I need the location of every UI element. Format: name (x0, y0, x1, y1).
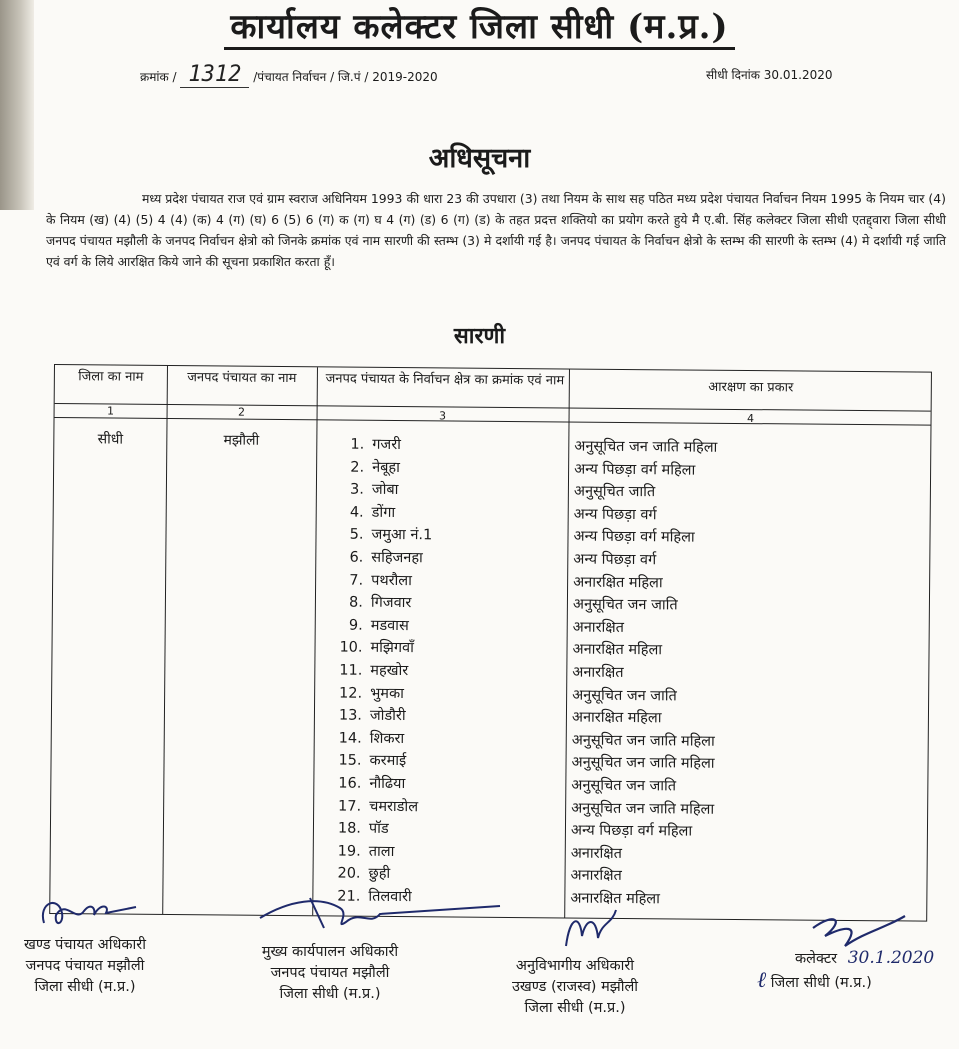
constituency-name: शिकरा (369, 730, 405, 747)
reservation-type: अन्य पिछड़ा वर्ग (573, 506, 657, 524)
reservation-type: अनारक्षित (572, 664, 624, 681)
reservation-type: अनुसूचित जन जाति महिला (571, 800, 715, 818)
signatory-district: जिला सीधी (म.प्र.) (524, 1000, 626, 1016)
header-reservation: आरक्षण का प्रकार (708, 379, 794, 396)
constituency-name: ताला (368, 843, 395, 860)
reservation-type: अनारक्षित महिला (570, 890, 660, 908)
constituency-name: जोडौरी (369, 707, 406, 725)
column-number: 3 (439, 409, 447, 423)
reference-prefix: क्रमांक / (140, 70, 177, 84)
district-name: सीधी (97, 431, 124, 448)
reservation-type: अनारक्षित महिला (573, 574, 663, 591)
handwritten-signature (805, 908, 915, 958)
constituency-number: 14. (338, 730, 362, 747)
signatory-office: उखण्ड (राजस्व) मझौली (511, 979, 639, 995)
constituency-name: मडवास (370, 617, 409, 634)
constituency-number: 18. (337, 820, 362, 837)
signature-block-ceo (230, 942, 430, 1005)
reservation-type: अनुसूचित जन जाति (572, 596, 678, 614)
header-constituency: जनपद पंचायत के निर्वाचन क्षेत्र का क्रमांक एवं नाम (325, 371, 565, 389)
constituency-name: भुमका (370, 685, 404, 702)
constituency-name: डोंगा (371, 504, 396, 521)
constituency-number: 21. (337, 888, 361, 905)
place-date: सीधी दिनांक 30.01.2020 (706, 68, 833, 82)
column-number: 4 (746, 412, 755, 426)
signatory-office: जनपद पंचायत मझौली (270, 965, 390, 981)
signatory-office: जनपद पंचायत मझौली (25, 958, 145, 974)
constituency-number: 6. (349, 549, 364, 566)
constituency-name: करमाई (369, 753, 407, 770)
signatory-district: जिला सीधी (म.प्र.) (279, 986, 381, 1002)
constituency-name: महखोर (370, 662, 409, 680)
column-number: 2 (238, 405, 246, 419)
constituency-number: 7. (349, 572, 364, 589)
reservation-type: अनुसूचित जन जाति (572, 687, 677, 705)
handwritten-signature (556, 906, 626, 954)
reservation-table (49, 364, 932, 922)
constituency-name: पथरौला (371, 572, 412, 589)
handwritten-date: 30.1.2020 (847, 948, 935, 968)
signature-block-sdo (490, 956, 660, 1019)
constituency-name: सहिजनहा (371, 549, 423, 567)
signatory-district: जिला सीधी (म.प्र.) (34, 979, 136, 995)
signatory-title: कलेक्टर (795, 951, 838, 967)
constituency-number: 16. (338, 775, 362, 792)
reservation-type: अनुसूचित जन जाति महिला (574, 438, 718, 456)
constituency-number: 13. (338, 707, 363, 724)
constituency-name: गिजवार (370, 594, 412, 612)
signatory-title: अनुविभागीय अधिकारी (515, 958, 635, 974)
constituency-number: 9. (348, 617, 363, 634)
constituency-number: 5. (349, 526, 364, 544)
handwritten-signature (36, 893, 146, 933)
office-title: कार्यालय कलेक्टर जिला सीधी (म.प्र.) (0, 2, 959, 48)
reservation-type: अनुसूचित जाति (573, 483, 656, 501)
constituency-number: 8. (349, 594, 363, 611)
constituency-number: 3. (350, 481, 364, 498)
constituency-number: 4. (349, 504, 364, 521)
constituency-number: 2. (350, 459, 365, 476)
signatory-title: मुख्य कार्यपालन अधिकारी (261, 944, 399, 960)
notice-body: मध्य प्रदेश पंचायत राज एवं ग्राम स्वराज अधिनियम 1993 की धारा 23 की उपधारा (3) तथा नियम के साथ सह पठित मध्य प्रदेश पंचायत निर्वाचन नियम 1995 के नियम चार (4) के नियम (ख) (4) (5) 4 (4) (क) 4 (ग) (घ) 6 (5) 6 (ग) क (ग) घ 4 (ग) (ड) 6 (ग) (ड) के तहत प्रदत्त शक्तियो का प्रयोग करते हुये मै ए.बी. सिंह कलेक्टर जिला सीधी एतद्द्वारा जिला सीधी जनपद पंचायत मझौली के जनपद निर्वाचन क्षेत्रो को जिनके क्रमांक एवं नाम सारणी की स्तम्भ (3) मे दर्शायी गई है। जनपद पंचायत के निर्वाचन क्षेत्रो के स्तम्भ की सारणी के स्तम्भ (4) मे दर्शायी गई जाति एवं वर्ग के लिये आरक्षित किये जाने की सूचना प्रकाशित करता हूँ। (46, 191, 946, 269)
signatory-district: जिला सीधी (म.प्र.) (770, 975, 872, 991)
header-district: जिला का नाम (78, 369, 144, 385)
table-heading: सारणी (453, 323, 506, 349)
reference-number: 1312 (180, 62, 249, 88)
constituency-name: पॉड (368, 820, 389, 838)
reference-suffix: /पंचायत निर्वाचन / जि.पं / 2019-2020 (253, 70, 438, 84)
handwritten-signature (250, 890, 510, 940)
reservation-type: अनुसूचित जन जाति (571, 777, 677, 795)
janpad-name: मझौली (223, 432, 260, 449)
constituency-number: 19. (337, 843, 361, 860)
signature-block-collector (745, 948, 945, 994)
column-number: 1 (107, 404, 115, 418)
constituency-number: 15. (338, 752, 362, 770)
constituency-name: जोबा (371, 481, 399, 499)
reservation-type: अन्य पिछड़ा वर्ग (573, 551, 657, 569)
constituency-name: छुही (368, 866, 391, 883)
reservation-type: अनारक्षित (570, 845, 623, 862)
reservation-type: अन्य पिछड़ा वर्ग महिला (573, 528, 695, 546)
reservation-type: अनारक्षित महिला (572, 641, 663, 659)
reservation-type: अनुसूचित जन जाति महिला (571, 732, 715, 750)
initial-mark: ℓ (757, 968, 767, 993)
constituency-name: चमराडोल (369, 798, 419, 815)
constituency-number: 17. (338, 798, 362, 815)
constituency-name: गजरी (372, 436, 401, 454)
signature-block-block-officer (0, 935, 170, 998)
constituency-number: 10. (339, 639, 363, 657)
reference-line (140, 62, 438, 87)
constituency-number: 12. (339, 685, 363, 702)
header-janpad: जनपद पंचायत का नाम (187, 370, 297, 387)
reservation-type: अनारक्षित (572, 619, 625, 636)
constituency-name: जमुआ नं.1 (371, 527, 433, 544)
constituency-number: 11. (339, 662, 363, 679)
constituency-name: तिलवारी (368, 888, 412, 906)
reservation-type: अन्य पिछड़ा वर्ग महिला (574, 461, 696, 479)
constituency-name: नेबूहा (372, 459, 400, 476)
notice-heading: अधिसूचना (428, 143, 531, 174)
reservation-type: अनारक्षित महिला (571, 709, 662, 727)
reservation-type: अनारक्षित (570, 867, 622, 885)
reservation-type: अनुसूचित जन जाति महिला (571, 754, 715, 773)
constituency-number: 1. (350, 436, 365, 453)
constituency-name: नौढिया (369, 775, 406, 793)
signatory-title: खण्ड पंचायत अधिकारी (24, 937, 146, 953)
constituency-number: 20. (337, 865, 361, 883)
constituency-name: मझिगवाँ (370, 640, 414, 657)
reservation-type: अन्य पिछड़ा वर्ग महिला (570, 822, 693, 840)
